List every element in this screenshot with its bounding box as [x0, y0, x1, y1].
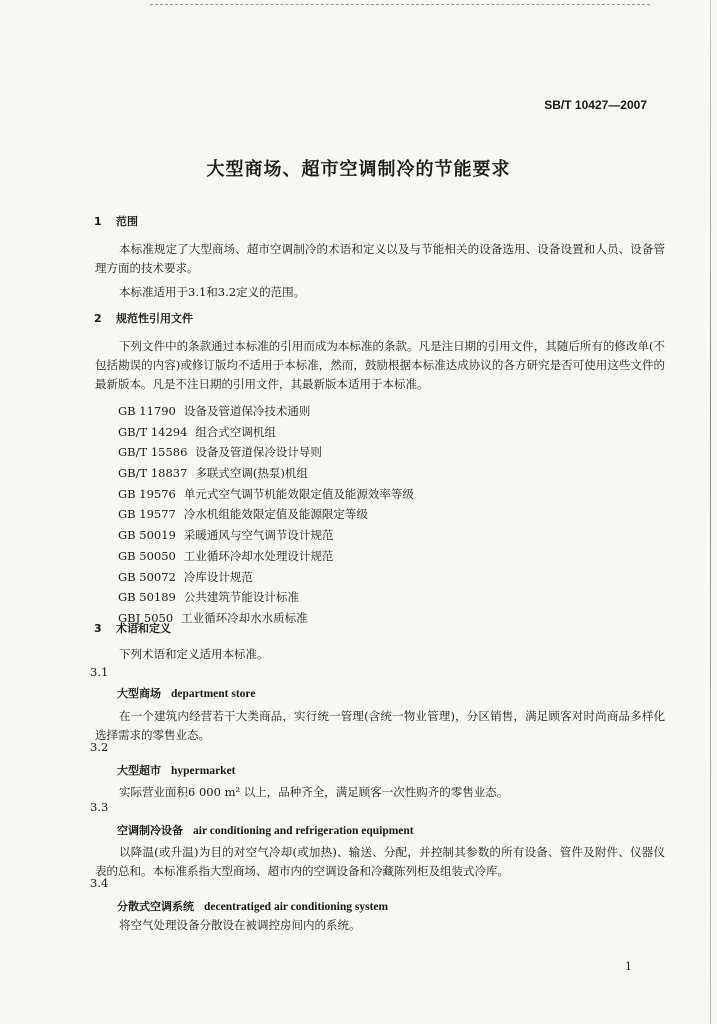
term-en: decentratiged air conditioning system — [204, 901, 389, 913]
ref-code: GB 50019 — [118, 528, 176, 543]
term-definition: 以降温(或升温)为目的对空气冷却(或加热)、输送、分配，并控制其参数的所有设备、管件及附件、仪器仪表的总和。本标准系指大型商场、超市内的空调设备和冷藏陈列柜及组装式冷库。 — [95, 845, 665, 878]
reference-item — [118, 422, 414, 443]
ref-code: GB 11790 — [118, 404, 176, 418]
reference-item — [118, 484, 414, 505]
reference-item — [118, 567, 414, 588]
clause-number: 3.1 — [90, 665, 109, 679]
term-heading — [117, 822, 414, 838]
clause-number: 3.3 — [90, 800, 109, 814]
scan-artifact-line — [150, 4, 650, 6]
term-definition: 将空气处理设备分散设在被调控房间内的系统。 — [119, 918, 361, 932]
section-number: 3 — [94, 622, 102, 635]
ref-code: GB 50072 — [118, 569, 176, 584]
reference-item — [118, 546, 414, 567]
section-1-para-1: 本标准规定了大型商场、超市空调制冷的术语和定义以及与节能相关的设备选用、设备设置和人员、设备管理方面的技术要求。 — [95, 242, 665, 275]
reference-item — [118, 525, 414, 546]
term-zh: 大型商场 — [117, 687, 161, 700]
ref-code: GB/T 18837 — [118, 466, 188, 481]
ref-code: GB/T 14294 — [118, 424, 188, 439]
document-title: 大型商场、超市空调制冷的节能要求 — [206, 159, 511, 180]
term-definition: 在一个建筑内经营若干大类商品，实行统一管理(含统一物业管理)，分区销售，满足顾客对时尚商品多样化选择需求的零售业态。 — [95, 709, 665, 742]
ref-name: 工业循环冷却水水质标准 — [181, 610, 308, 625]
ref-code: GB/T 15586 — [118, 445, 188, 460]
term-heading — [117, 898, 388, 914]
ref-name: 冷库设计规范 — [183, 569, 253, 584]
section-1-heading — [94, 213, 138, 229]
section-3-para-1: 下列术语和定义适用本标准。 — [119, 647, 269, 661]
term-definition: 实际营业面积6 000 m² 以上，品种齐全，满足顾客一次性购齐的零售业态。 — [119, 785, 509, 799]
term-en: department store — [171, 688, 256, 700]
ref-name: 单元式空气调节机能效限定值及能源效率等级 — [183, 486, 414, 501]
section-2-para-1: 下列文件中的条款通过本标准的引用而成为本标准的条款。凡是注日期的引用文件，其随后所有的修改单(不包括勘误的内容)或修订版均不适用于本标准，然而，鼓励根据本标准达成协议的各方研究是否可使用这些文件的最新版本。凡是不注日期的引用文件，其最新版本适用于本标准。 — [95, 339, 665, 391]
section-1-para-2: 本标准适用于3.1和3.2定义的范围。 — [119, 285, 306, 299]
reference-item — [118, 587, 414, 608]
reference-list — [118, 401, 414, 629]
reference-item — [118, 442, 414, 463]
section-title: 术语和定义 — [116, 622, 171, 635]
ref-name: 多联式空调(热泵)机组 — [195, 466, 308, 481]
ref-code: GB 19577 — [118, 507, 176, 522]
ref-code: GBJ 5050 — [118, 610, 174, 625]
ref-name: 组合式空调机组 — [195, 424, 276, 439]
ref-code: GB 50189 — [118, 590, 176, 605]
clause-number: 3.4 — [90, 876, 109, 890]
term-en: hypermarket — [171, 765, 236, 777]
reference-item — [118, 463, 414, 484]
ref-name: 设备及管道保冷设计导则 — [195, 445, 322, 460]
section-2-heading — [94, 310, 193, 326]
term-heading — [117, 685, 255, 701]
ref-name: 工业循环冷却水处理设计规范 — [183, 548, 334, 563]
ref-name: 冷水机组能效限定值及能源限定等级 — [183, 507, 368, 522]
ref-code: GB 50050 — [118, 548, 176, 563]
page-number: 1 — [625, 960, 632, 973]
ref-name: 设备及管道保冷技术通则 — [183, 404, 311, 418]
ref-name: 采暖通风与空气调节设计规范 — [183, 528, 334, 543]
ref-name: 公共建筑节能设计标准 — [183, 590, 299, 605]
term-zh: 大型超市 — [117, 764, 161, 777]
reference-item — [118, 401, 414, 422]
section-title: 规范性引用文件 — [116, 312, 193, 325]
section-number: 2 — [94, 312, 102, 325]
standard-number: SB/T 10427—2007 — [544, 98, 647, 112]
term-en: air conditioning and refrigeration equipment — [193, 825, 414, 837]
page-edge — [710, 0, 711, 1024]
section-3-heading — [94, 620, 171, 636]
term-zh: 分散式空调系统 — [117, 900, 194, 913]
section-title: 范围 — [116, 215, 138, 228]
term-heading — [117, 762, 236, 778]
clause-number: 3.2 — [90, 740, 109, 754]
ref-code: GB 19576 — [118, 486, 176, 501]
term-zh: 空调制冷设备 — [117, 824, 183, 837]
section-number: 1 — [94, 215, 102, 228]
reference-item — [118, 504, 414, 525]
